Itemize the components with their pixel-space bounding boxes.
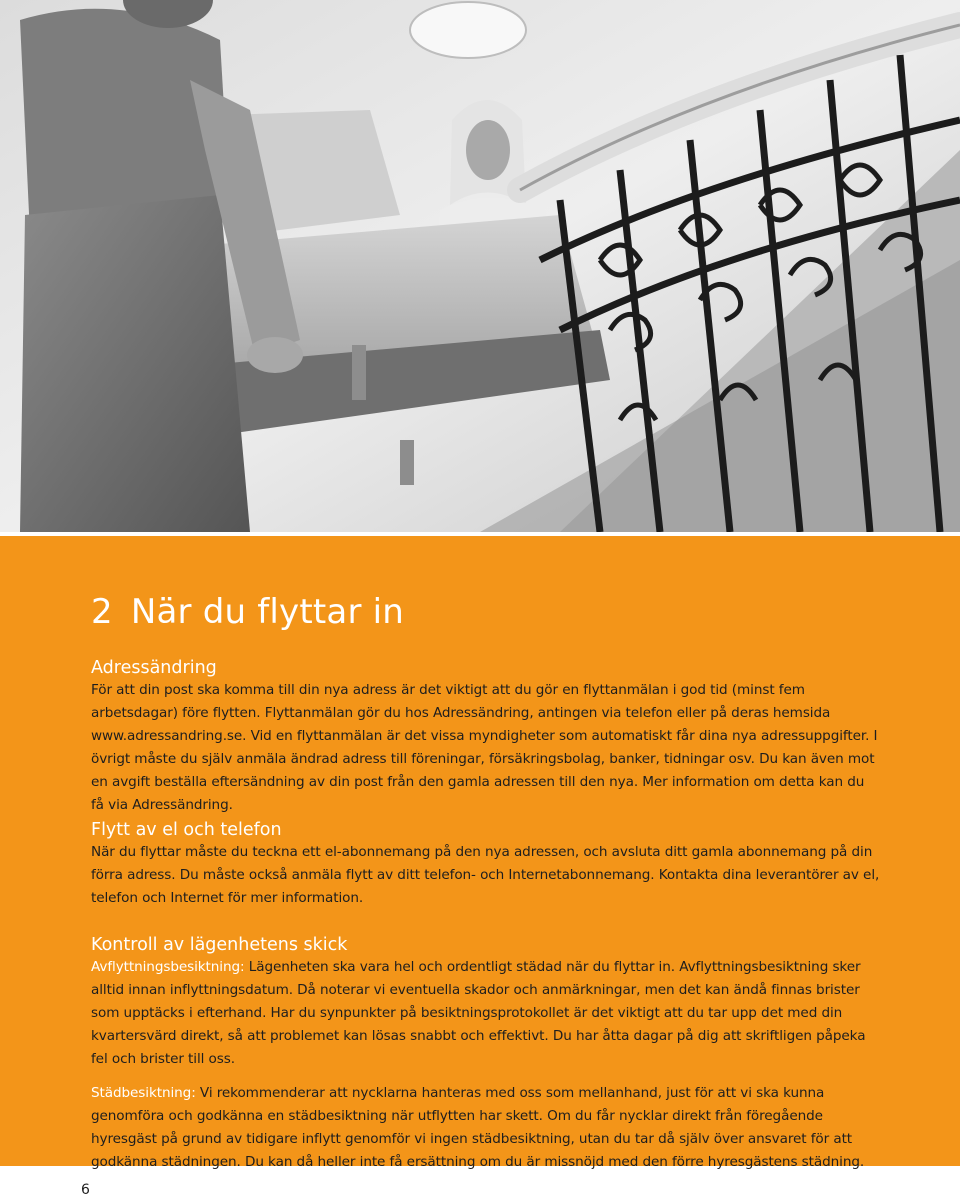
section-inspection-title: Kontroll av lägenhetens skick	[91, 935, 348, 955]
cleaning-inspection-label: Städbesiktning:	[91, 1085, 196, 1101]
chapter-number: 2	[91, 592, 113, 632]
section-electricity-title: Flytt av el och telefon	[91, 820, 282, 840]
page-number: 6	[81, 1182, 90, 1198]
move-out-inspection-body: Lägenheten ska vara hel och ordentligt städad när du flyttar in. Avflyttningsbesiktning sker alltid innan inflyttningsdatum. Då noterar vi eventuella skador och anmärkningar, men det kan ändå finnas brister som upptäcks i efterhand. Har du synpunkter på besiktningsprotokollet är det viktigt att du tar upp det med din kvartersvärd direkt, så att problemet kan lösas snabbt och effektivt. Du har åtta dagar på dig att skriftligen påpeka fel och brister till oss.	[91, 959, 866, 1067]
section-address-body: För att din post ska komma till din nya adress är det viktigt att du gör en flyttanmälan i god tid (minst fem arbetsdagar) före flytten. Flyttanmälan gör du hos Adressändring, antingen via telefon eller på deras hemsida www.adressandring.se. Vid en flyttanmälan är det vissa myndigheter som automatiskt får dina nya adressuppgifter. I övrigt måste du själv anmäla ändrad adress till föreningar, försäkringsbolag, banker, tidningar osv. Du kan även mot en avgift beställa eftersändning av din post från den gamla adressen till den nya. Mer information om detta kan du få via Adressändring.	[91, 682, 878, 813]
page-title	[91, 592, 404, 632]
moving-couple-photo	[0, 0, 960, 532]
chapter-title: När du flyttar in	[130, 592, 405, 632]
content-panel	[0, 536, 960, 1170]
section-address	[91, 657, 881, 817]
section-inspection	[91, 934, 881, 1174]
cleaning-inspection-paragraph	[91, 1082, 881, 1174]
move-out-inspection-paragraph	[91, 956, 881, 1071]
section-electricity-body: När du flyttar måste du teckna ett el-abonnemang på den nya adressen, och avsluta ditt gamla abonnemang på din förra adress. Du måste också anmäla flytt av ditt telefon- och Internetabonnemang. Kontakta dina leverantörer av el, telefon och Internet för mer information.	[91, 844, 880, 906]
section-address-title: Adressändring	[91, 658, 217, 678]
move-out-inspection-label: Avflyttningsbesiktning:	[91, 959, 245, 975]
section-electricity	[91, 819, 881, 910]
cleaning-inspection-body: Vi rekommenderar att nycklarna hanteras med oss som mellanhand, just för att vi ska kunna genomföra och godkänna en städbesiktning när utflytten har skett. Om du får nycklar direkt från föregående hyresgäst på grund av tidigare inflytt genomför vi ingen städbesiktning, utan du tar då själv över ansvaret för att godkänna städningen. Du kan då heller inte få ersättning om du är missnöjd med den förre hyresgästens städning.	[91, 1085, 865, 1170]
